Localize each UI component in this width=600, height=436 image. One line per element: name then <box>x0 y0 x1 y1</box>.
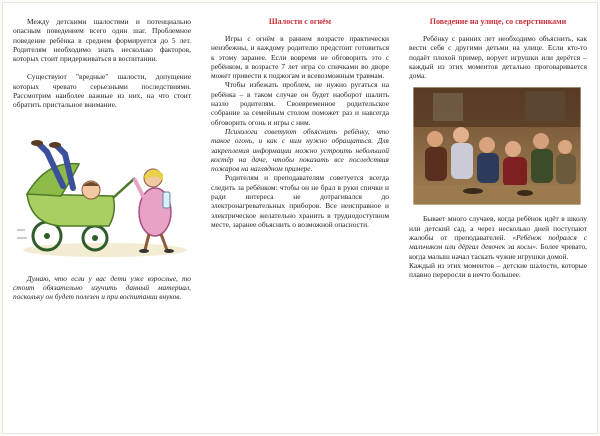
street-behavior-heading: Поведение на улице, со сверстниками <box>429 17 567 26</box>
grandchildren-caption: Думаю, что если у вас дети уже взрослые, то стоит обязательно изучить данный материал, поскольку он будет полезен и при воспитании внуков. <box>13 273 191 302</box>
stroller-cartoon-illustration <box>17 134 193 258</box>
pranks-conclusion-paragraph: Каждый из этих моментов – детские шалости, которые плавно переросли в нечто большее. <box>409 260 587 280</box>
psychologists-advice-paragraph: Психологи советуют объяснить ребёнку, что такое огонь, и как с ним нужно обращаться. Для закрепления информации можно устроить небольшой костёр на даче, чтобы показать все последствия пожаров на наглядном примере. <box>211 126 389 174</box>
column-middle <box>201 3 399 433</box>
column-left <box>3 3 201 433</box>
fire-intro-paragraph: Игры с огнём в раннем возрасте практически неизбежны, и каждому родителю предстоит готовиться к этому заранее. Если вовремя не обговорить это с ребёнком, в возрасте 7 лет игра со спичками во дворе может привести к поджогам и всевозможным травмам. <box>211 34 389 81</box>
school-complaints-end: Более чревато, когда малыш начал таскать чужие игрушки домой. <box>409 242 587 261</box>
school-complaints-text: Бывает много случаев, когда ребёнок идёт в школу или детский сад, а через несколько дней поступают жалобы от преподавателей. <box>409 214 587 243</box>
street-intro-paragraph: Ребёнку с ранних лет необходимо объяснить, как вести себя с другими детьми на улице. Если кто-то подаёт плохой пример, ворует игрушки или дерётся – каждый из этих моментов детально проговаривается дома. <box>409 34 587 81</box>
children-playing-photo <box>413 87 581 205</box>
harmful-pranks-paragraph: Существуют "вредные" шалости, допущение которых чревато серьезными последствиями. Рассмотрим наиболее важные из них, на что стоит обратить пристальное внимание. <box>13 72 191 110</box>
school-complaints-paragraph <box>409 214 587 260</box>
avoid-problems-paragraph: Чтобы избежать проблем, не нужно ругаться на ребёнка – в таком случае он будет наоборот шалить назло родителям. Своевременное родительское собрание за семейным столом поможет раз и навсегда обговорить огонь и игры с ним. <box>211 80 389 127</box>
leaflet-page <box>2 2 598 434</box>
parents-teachers-paragraph: Родителям и преподавателям советуется всегда следить за ребёнком: чтобы он не брал в руки спички и ради интереса не дотрагивался до электронагревательных приборов. Все неисправное и электрическое желательно хранить в труднодоступном месте, заранее объяснить о возможной опасности. <box>211 173 389 229</box>
column-right <box>399 3 597 433</box>
intro-paragraph: Между детскими шалостями и потенциально опасным поведением всего один шаг. Проблемное поведение ребёнка в среднем формируется до 5 лет. Родителям необходимо знать несколько факторов, которых стоит придерживаться в воспитании. <box>13 17 191 64</box>
teacher-quote: «Ребёнок подрался с мальчиком или дёргал девочек за косы». <box>409 233 587 252</box>
fire-pranks-heading: Шалости с огнём <box>268 17 332 26</box>
